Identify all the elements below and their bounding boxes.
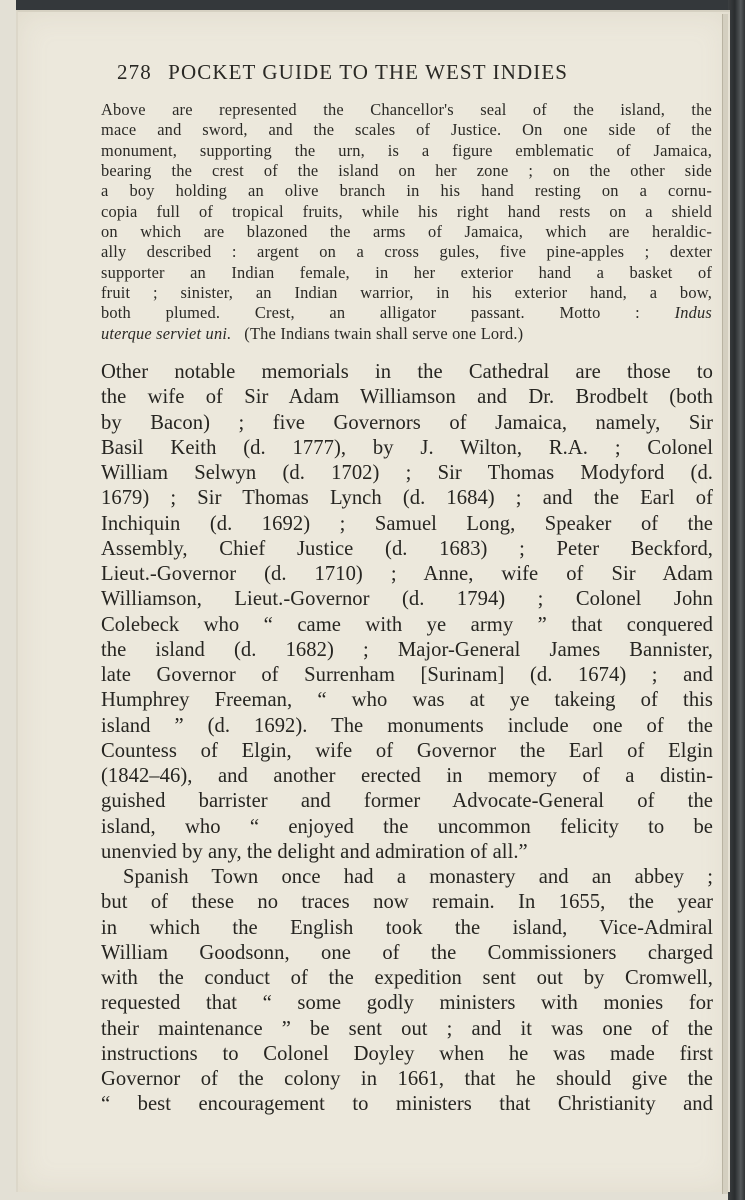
text-line: Assembly, Chief Justice (d. 1683) ; Peter Beckford,: [101, 537, 713, 560]
motto-italic: Indus: [674, 303, 712, 323]
note-line-motto: [101, 303, 712, 323]
note-line: bearing the crest of the island on her zone ; on the other side: [101, 161, 712, 181]
text-line: requested that “ some godly ministers with monies for: [101, 992, 713, 1015]
text-line: unenvied by any, the delight and admiration of all.”: [101, 840, 528, 863]
text-line: Lieut.-Governor (d. 1710) ; Anne, wife of Sir Adam: [101, 563, 713, 585]
text-line: instructions to Colonel Doyley when he was made first: [101, 1042, 713, 1065]
text-line: Spanish Town once had a monastery and an abbey ;: [123, 866, 713, 888]
text-line: Governor of the colony in 1661, that he should give the: [101, 1068, 713, 1090]
text-line: but of these no traces now remain. In 1655, the year: [101, 891, 713, 914]
text-line: Inchiquin (d. 1692) ; Samuel Long, Speaker of the: [101, 512, 713, 535]
note-line: copia full of tropical fruits, while his right hand rests on a shield: [101, 201, 712, 221]
seal-description-note: [101, 100, 712, 344]
text-line: (1842–46), and another erected in memory of a distin-: [101, 765, 713, 787]
note-line: ally described : argent on a cross gules, five pine-apples ; dexter: [101, 242, 712, 262]
text-line: by Bacon) ; five Governors of Jamaica, namely, Sir: [101, 411, 713, 434]
main-text: [101, 360, 713, 1118]
note-line: fruit ; sinister, an Indian warrior, in his exterior hand, a bow,: [101, 283, 712, 303]
note-line: Above are represented the Chancellor's seal of the island, the: [101, 100, 712, 119]
page-number: 278: [117, 60, 152, 84]
note-line: a boy holding an olive branch in his hand resting on a cornu-: [101, 181, 712, 201]
note-line: both plumed. Crest, an alligator passant. Motto :: [101, 303, 640, 323]
text-line: guished barrister and former Advocate-General of the: [101, 790, 713, 813]
text-line: Basil Keith (d. 1777), by J. Wilton, R.A. ; Colonel: [101, 436, 713, 459]
book-spine-edge: [728, 0, 745, 1200]
text-line: Countess of Elgin, wife of Governor the Earl of Elgin: [101, 739, 713, 762]
motto-italic-continued: uterque serviet uni.: [101, 323, 232, 343]
note-line: mace and sword, and the scales of Justice. On one side of the: [101, 120, 712, 140]
text-line: William Selwyn (d. 1702) ; Sir Thomas Modyford (d.: [101, 462, 713, 484]
note-line-final: [101, 324, 712, 344]
running-title: POCKET GUIDE TO THE WEST INDIES: [168, 60, 569, 84]
text-line: late Governor of Surrenham [Surinam] (d. 1674) ; and: [101, 664, 713, 686]
text-line: William Goodsonn, one of the Commissioners charged: [101, 941, 713, 964]
text-line: Williamson, Lieut.-Governor (d. 1794) ; Colonel John: [101, 588, 713, 611]
text-line: Colebeck who “ came with ye army ” that conquered: [101, 613, 713, 636]
text-line: in which the English took the island, Vice-Admiral: [101, 916, 713, 939]
text-line: the wife of Sir Adam Williamson and Dr. Brodbelt (both: [101, 386, 713, 409]
text-line: with the conduct of the expedition sent out by Cromwell,: [101, 967, 713, 989]
text-line: 1679) ; Sir Thomas Lynch (d. 1684) ; and the Earl of: [101, 487, 713, 510]
text-line: the island (d. 1682) ; Major-General James Bannister,: [101, 638, 713, 661]
note-line: on which are blazoned the arms of Jamaica, which are heraldic-: [101, 222, 712, 242]
text-line: Humphrey Freeman, “ who was at ye takeing of this: [101, 689, 713, 712]
note-line: monument, supporting the urn, is a figure emblematic of Jamaica,: [101, 140, 712, 160]
text-line: their maintenance ” be sent out ; and it was one of the: [101, 1017, 713, 1040]
text-line: island ” (d. 1692). The monuments include one of the: [101, 714, 713, 737]
motto-translation: (The Indians twain shall serve one Lord.): [244, 323, 524, 343]
text-line: Other notable memorials in the Cathedral are those to: [101, 361, 713, 383]
running-header: [117, 60, 568, 85]
page-fore-edge: [722, 14, 728, 1194]
note-line: supporter an Indian female, in her exterior hand a basket of: [101, 262, 712, 282]
text-line: “ best encouragement to ministers that Christianity and: [101, 1093, 713, 1116]
text-line: island, who “ enjoyed the uncommon felicity to be: [101, 815, 713, 838]
